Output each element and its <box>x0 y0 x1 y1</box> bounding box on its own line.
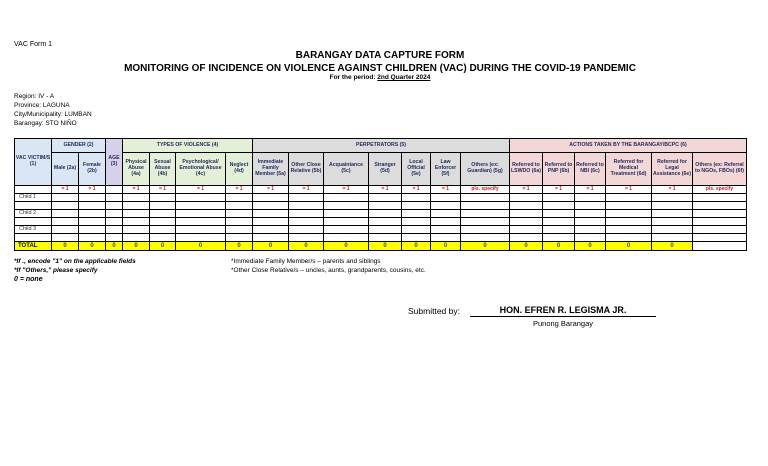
data-cell <box>289 194 324 202</box>
data-cell <box>289 210 324 218</box>
data-cell <box>176 218 226 226</box>
child-row <box>15 210 747 218</box>
child-rows <box>15 194 747 242</box>
data-cell <box>123 218 150 226</box>
data-cell <box>369 226 402 234</box>
data-cell <box>431 234 461 242</box>
data-cell <box>431 194 461 202</box>
data-cell <box>150 202 176 210</box>
data-cell <box>150 226 176 234</box>
data-cell <box>253 202 289 210</box>
data-cell <box>324 218 369 226</box>
data-cell <box>226 210 253 218</box>
data-cell <box>226 226 253 234</box>
data-cell <box>106 234 123 242</box>
data-cell <box>52 226 79 234</box>
encoding-cell: = 1 <box>402 186 431 194</box>
data-cell <box>52 202 79 210</box>
total-cell: 0 <box>510 242 543 251</box>
data-cell <box>226 194 253 202</box>
total-cell: 0 <box>253 242 289 251</box>
data-cell <box>176 210 226 218</box>
data-cell <box>431 202 461 210</box>
data-cell <box>431 226 461 234</box>
child-row <box>15 234 747 242</box>
data-cell <box>606 202 652 210</box>
data-cell <box>575 194 606 202</box>
data-cell <box>652 226 693 234</box>
data-cell <box>543 226 575 234</box>
encoding-cell: = 1 <box>289 186 324 194</box>
total-label: TOTAL <box>15 242 52 251</box>
encoding-cell: = 1 <box>543 186 575 194</box>
data-cell <box>15 218 52 226</box>
psych-abuse-header: Psychological/ Emotional Abuse (4c) <box>176 153 226 186</box>
data-cell <box>402 202 431 210</box>
data-cell <box>15 234 52 242</box>
total-cell: 0 <box>652 242 693 251</box>
data-cell <box>461 234 510 242</box>
data-cell <box>253 194 289 202</box>
encoding-cell: = 1 <box>575 186 606 194</box>
data-cell <box>369 218 402 226</box>
child-row <box>15 218 747 226</box>
data-cell <box>606 194 652 202</box>
encoding-cell: = 1 <box>369 186 402 194</box>
data-cell <box>150 218 176 226</box>
data-cell <box>369 234 402 242</box>
data-cell <box>176 202 226 210</box>
data-cell <box>693 210 747 218</box>
data-cell <box>652 218 693 226</box>
data-cell <box>253 210 289 218</box>
data-cell <box>543 218 575 226</box>
local-official-header: Local Official (5e) <box>402 153 431 186</box>
province-line: Province: LAGUNA <box>14 102 70 109</box>
encoding-cell: = 1 <box>324 186 369 194</box>
data-cell <box>575 218 606 226</box>
data-cell <box>431 210 461 218</box>
form-title: BARANGAY DATA CAPTURE FORM <box>295 50 465 61</box>
child-row <box>15 194 747 202</box>
data-cell <box>575 210 606 218</box>
data-cell <box>79 218 106 226</box>
gender-group-header: GENDER (2) <box>52 139 106 153</box>
encoding-cell <box>106 186 123 194</box>
types-group-header: TYPES OF VIOLENCE (4) <box>123 139 253 153</box>
data-cell <box>461 202 510 210</box>
submitted-by-label: Submitted by: <box>408 306 460 316</box>
total-cell: 0 <box>176 242 226 251</box>
note-none: 0 = none <box>14 276 43 283</box>
vac-data-table <box>14 138 747 251</box>
data-cell <box>106 194 123 202</box>
encoding-cell: = 1 <box>431 186 461 194</box>
encoding-cell: = 1 <box>253 186 289 194</box>
data-cell <box>693 202 747 210</box>
total-cell: 0 <box>106 242 123 251</box>
data-cell <box>693 234 747 242</box>
physical-abuse-header: Physical Abuse (4a) <box>123 153 150 186</box>
data-cell <box>543 210 575 218</box>
note-close-relative: *Other Close Relative/s – uncles, aunts, grandparents, cousins, etc. <box>231 267 426 274</box>
data-cell <box>652 202 693 210</box>
data-cell <box>510 210 543 218</box>
data-cell <box>402 218 431 226</box>
data-cell <box>253 218 289 226</box>
total-cell: 0 <box>79 242 106 251</box>
data-cell <box>652 210 693 218</box>
data-cell <box>150 194 176 202</box>
total-cell: 0 <box>402 242 431 251</box>
data-cell <box>253 234 289 242</box>
data-cell <box>289 202 324 210</box>
data-cell <box>150 234 176 242</box>
data-cell <box>461 226 510 234</box>
data-cell <box>150 210 176 218</box>
form-id: VAC Form 1 <box>14 41 52 48</box>
encoding-cell: = 1 <box>52 186 79 194</box>
data-cell <box>176 234 226 242</box>
data-cell <box>606 218 652 226</box>
nbi-header: Referred to NBI (6c) <box>575 153 606 186</box>
law-enforcer-header: Law Enforcer (5f) <box>431 153 461 186</box>
note-immediate-family: *Immediate Family Member/s – parents and siblings <box>231 258 381 265</box>
data-cell <box>176 226 226 234</box>
total-cell: 0 <box>324 242 369 251</box>
encoding-cell: = 1 <box>176 186 226 194</box>
period-label: For the period: <box>329 74 376 81</box>
data-cell <box>324 234 369 242</box>
child-label: Child 3 <box>15 226 52 234</box>
data-cell <box>606 234 652 242</box>
legal-header: Referred for Legal Assistance (6e) <box>652 153 693 186</box>
data-cell <box>543 194 575 202</box>
others-perpetrator-header: Others (ex: Guardian) (5g) <box>461 153 510 186</box>
total-cell: 0 <box>461 242 510 251</box>
data-cell <box>575 226 606 234</box>
data-cell <box>226 234 253 242</box>
perpetrators-group-header: PERPETRATORS (5) <box>253 139 510 153</box>
child-row <box>15 202 747 210</box>
data-cell <box>402 194 431 202</box>
data-cell <box>123 226 150 234</box>
region-line: Region: IV - A <box>14 93 55 100</box>
note-encode: *If ., encode "1" on the applicable fields <box>14 258 136 265</box>
data-cell <box>15 202 52 210</box>
data-cell <box>106 202 123 210</box>
close-relative-header: Other Close Relative (5b) <box>289 153 324 186</box>
data-cell <box>176 194 226 202</box>
data-cell <box>369 202 402 210</box>
data-cell <box>289 234 324 242</box>
data-cell <box>510 218 543 226</box>
neglect-header: Neglect (4d) <box>226 153 253 186</box>
data-cell <box>693 194 747 202</box>
data-cell <box>106 210 123 218</box>
total-cell: 0 <box>123 242 150 251</box>
age-header: AGE (3) <box>106 139 123 186</box>
total-cell: 0 <box>369 242 402 251</box>
data-cell <box>461 218 510 226</box>
encoding-cell: = 1 <box>510 186 543 194</box>
form-subtitle: MONITORING OF INCIDENCE ON VIOLENCE AGAINST CHILDREN (VAC) DURING THE COVID-19 PANDEMIC <box>124 63 636 74</box>
child-row <box>15 226 747 234</box>
data-cell <box>289 218 324 226</box>
encoding-cell: = 1 <box>150 186 176 194</box>
stranger-header: Stranger (5d) <box>369 153 402 186</box>
data-cell <box>79 226 106 234</box>
total-row <box>15 242 747 251</box>
note-others: *If "Others," please specify <box>14 267 98 274</box>
city-line: City/Municipality: LUMBAN <box>14 111 92 118</box>
data-cell <box>575 202 606 210</box>
data-cell <box>510 234 543 242</box>
data-cell <box>510 194 543 202</box>
total-cell: 0 <box>289 242 324 251</box>
data-cell <box>106 218 123 226</box>
data-cell <box>226 202 253 210</box>
data-cell <box>575 234 606 242</box>
data-cell <box>402 234 431 242</box>
data-cell <box>123 202 150 210</box>
data-cell <box>52 194 79 202</box>
data-cell <box>253 226 289 234</box>
data-cell <box>324 210 369 218</box>
data-cell <box>402 210 431 218</box>
immediate-family-header: Immediate Family Member (5a) <box>253 153 289 186</box>
data-cell <box>123 234 150 242</box>
data-cell <box>543 234 575 242</box>
data-cell <box>79 234 106 242</box>
data-cell <box>289 226 324 234</box>
total-cell: 0 <box>543 242 575 251</box>
male-header: Male (2a) <box>52 153 79 186</box>
barangay-line: Barangay: STO NIÑO <box>14 120 77 127</box>
total-cell: 0 <box>52 242 79 251</box>
total-cell: 0 <box>606 242 652 251</box>
female-header: Female (2b) <box>79 153 106 186</box>
period-value: 2nd Quarter 2024 <box>377 74 431 81</box>
data-cell <box>324 202 369 210</box>
encoding-cell: = 1 <box>123 186 150 194</box>
data-cell <box>106 226 123 234</box>
medical-header: Referred for Medical Treatment (6d) <box>606 153 652 186</box>
signatory-name: HON. EFREN R. LEGISMA JR. <box>470 305 656 317</box>
data-cell <box>606 210 652 218</box>
total-cell: 0 <box>150 242 176 251</box>
encoding-cell: = 1 <box>606 186 652 194</box>
encoding-cell <box>15 186 52 194</box>
data-cell <box>52 218 79 226</box>
child-label: Child 2 <box>15 210 52 218</box>
data-cell <box>543 202 575 210</box>
data-cell <box>510 202 543 210</box>
data-cell <box>324 226 369 234</box>
total-cell: 0 <box>431 242 461 251</box>
total-cell: 0 <box>226 242 253 251</box>
data-cell <box>79 202 106 210</box>
data-cell <box>461 194 510 202</box>
data-cell <box>693 218 747 226</box>
others-action-header: Others (ex: Referral to NGOs, FBOs) (6f) <box>693 153 747 186</box>
vac-victims-header: VAC VICTIM/S (1) <box>15 139 52 186</box>
encoding-cell: pls. specify <box>461 186 510 194</box>
data-cell <box>79 210 106 218</box>
pnp-header: Referred to PNP (6b) <box>543 153 575 186</box>
data-cell <box>652 234 693 242</box>
encoding-row <box>15 186 747 194</box>
lswdo-header: Referred to LSWDO (6a) <box>510 153 543 186</box>
sexual-abuse-header: Sexual Abuse (4b) <box>150 153 176 186</box>
data-cell <box>226 218 253 226</box>
data-cell <box>52 210 79 218</box>
data-cell <box>461 210 510 218</box>
total-cell: 0 <box>575 242 606 251</box>
data-cell <box>52 234 79 242</box>
data-cell <box>693 226 747 234</box>
child-label: Child 1 <box>15 194 52 202</box>
data-cell <box>510 226 543 234</box>
signatory-position: Punong Barangay <box>532 319 594 328</box>
total-cell-empty <box>693 242 747 251</box>
acquaintance-header: Acquaintance (5c) <box>324 153 369 186</box>
encoding-cell: = 1 <box>226 186 253 194</box>
encoding-cell: pls. specify <box>693 186 747 194</box>
data-cell <box>652 194 693 202</box>
encoding-cell: = 1 <box>79 186 106 194</box>
data-cell <box>123 194 150 202</box>
data-cell <box>123 210 150 218</box>
data-cell <box>324 194 369 202</box>
period-line <box>0 74 760 81</box>
encoding-cell: = 1 <box>652 186 693 194</box>
actions-group-header: ACTIONS TAKEN BY THE BARANGAY/BCPC (6) <box>510 139 747 153</box>
data-cell <box>402 226 431 234</box>
data-cell <box>79 194 106 202</box>
data-cell <box>606 226 652 234</box>
data-cell <box>431 218 461 226</box>
data-cell <box>369 210 402 218</box>
data-cell <box>369 194 402 202</box>
